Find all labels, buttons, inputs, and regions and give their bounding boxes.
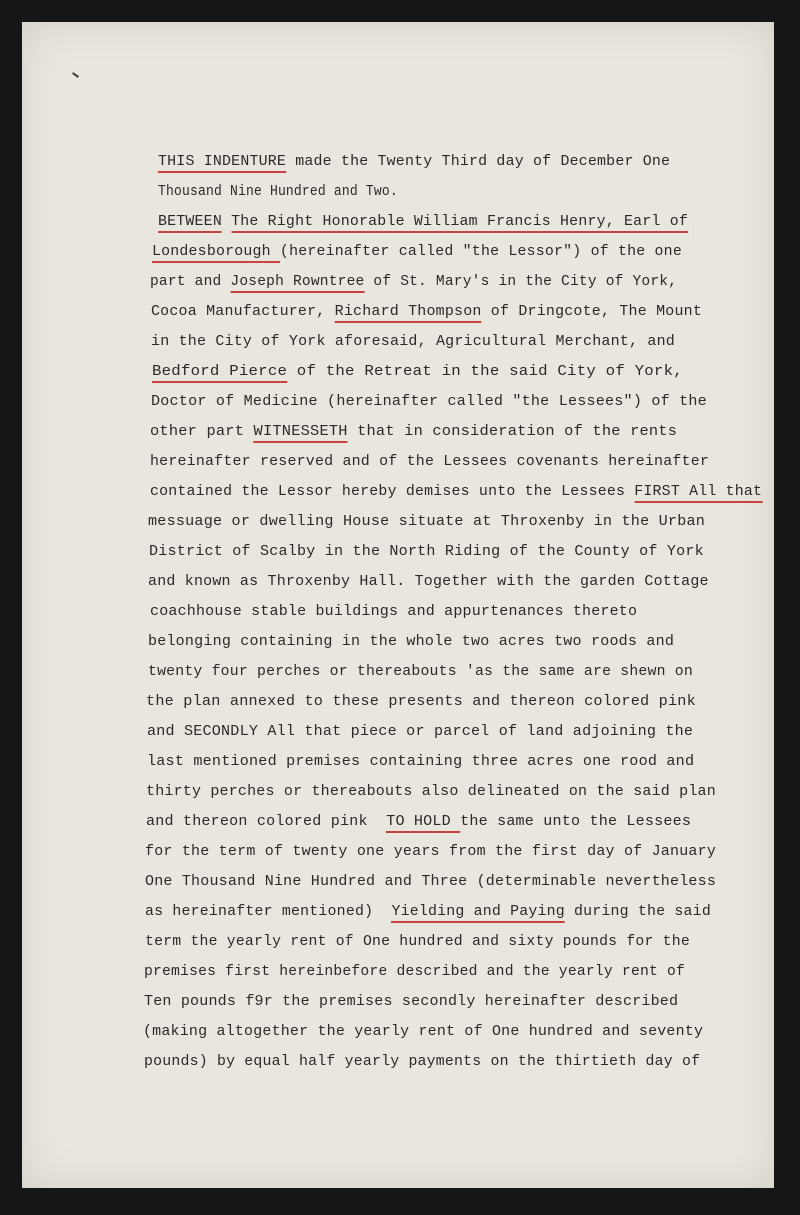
- text-run: coachhouse stable buildings and appurtenances thereto: [150, 603, 638, 620]
- text-line: [148, 567, 709, 597]
- text-run: premises first hereinbefore described and the yearly rent of: [144, 963, 686, 980]
- text-line: [158, 207, 688, 237]
- text-run: (making altogether the yearly rent of One hundred and seventy: [143, 1023, 704, 1040]
- text-line: [151, 327, 675, 357]
- underlined-phrase: TO HOLD: [386, 813, 460, 833]
- text-line: [145, 867, 716, 897]
- text-run: belonging containing in the whole two acres two roods and: [148, 633, 675, 650]
- text-run: Ten pounds f9r the premises secondly hereinafter described: [144, 993, 679, 1010]
- text-line: [143, 1017, 703, 1047]
- text-line: [145, 897, 711, 927]
- text-run: made the Twenty Third day of December One: [286, 153, 671, 170]
- text-line: [145, 837, 716, 867]
- text-line: [150, 447, 709, 477]
- text-line: [144, 987, 678, 1017]
- text-line: [150, 477, 762, 507]
- text-line: [150, 417, 677, 447]
- text-run: One Thousand Nine Hundred and Three (determinable nevertheless: [145, 873, 717, 890]
- underlined-phrase: Bedford Pierce: [152, 363, 287, 383]
- text-run: of St. Mary's in the City of York,: [364, 273, 678, 290]
- text-line: [144, 1047, 700, 1077]
- text-line: [148, 657, 693, 687]
- text-run: last mentioned premises containing three acres one rood and: [147, 753, 695, 770]
- text-line: [151, 387, 707, 417]
- underlined-phrase: Londesborough: [152, 243, 280, 263]
- text-run: [222, 213, 231, 230]
- text-run: twenty four perches or thereabouts 'as the same are shewn on: [148, 663, 693, 680]
- text-run: Doctor of Medicine (hereinafter called "the Lessees") of the: [151, 393, 707, 410]
- underlined-phrase: Yielding and Paying: [391, 903, 564, 923]
- underlined-phrase: FIRST All that: [634, 483, 762, 503]
- text-run: during the said: [564, 903, 711, 920]
- text-line: [152, 357, 683, 387]
- text-line: [144, 957, 685, 987]
- text-run: of Dringcote, The Mount: [481, 303, 703, 320]
- text-line: [145, 927, 690, 957]
- text-run: Thousand Nine Hundred and Two.: [158, 183, 398, 200]
- text-run: term the yearly rent of One hundred and sixty pounds for the: [145, 933, 690, 950]
- underlined-phrase: THIS INDENTURE: [158, 153, 286, 173]
- text-run: other part: [150, 423, 254, 440]
- text-run: in the City of York aforesaid, Agricultural Merchant, and: [151, 333, 675, 350]
- text-line: [146, 777, 716, 807]
- text-line: [147, 747, 694, 777]
- text-line: [151, 297, 702, 327]
- text-line: [158, 147, 670, 177]
- text-line: [148, 507, 705, 537]
- text-line: [152, 237, 682, 267]
- text-line: [148, 627, 674, 657]
- text-run: messuage or dwelling House situate at Throxenby in the Urban: [148, 513, 706, 530]
- underlined-phrase: BETWEEN: [158, 213, 222, 233]
- text-line: [149, 537, 704, 567]
- text-line: [147, 717, 693, 747]
- text-run: thirty perches or thereabouts also delineated on the said plan: [146, 783, 716, 800]
- text-run: for the term of twenty one years from the first day of January: [145, 843, 717, 860]
- text-run: District of Scalby in the North Riding of the County of York: [149, 543, 704, 560]
- text-line: [146, 807, 691, 837]
- text-line: [150, 597, 637, 627]
- text-run: and thereon colored pink: [146, 813, 387, 830]
- text-run: (hereinafter called "the Lessor") of the one: [279, 243, 682, 260]
- text-line: [150, 267, 677, 297]
- underlined-phrase: Joseph Rowntree: [230, 273, 364, 293]
- text-run: the plan annexed to these presents and thereon colored pink: [146, 693, 696, 710]
- text-run: pounds) by equal half yearly payments on the thirtieth day of: [144, 1053, 701, 1070]
- text-run: and known as Throxenby Hall. Together with the garden Cottage: [148, 573, 709, 590]
- text-run: and SECONDLY All that piece or parcel of land adjoining the: [147, 723, 694, 740]
- text-run: contained the Lessor hereby demises unto the Lessees: [150, 483, 635, 500]
- text-run: of the Retreat in the said City of York,: [287, 363, 683, 380]
- underlined-phrase: Richard Thompson: [335, 303, 482, 323]
- text-run: that in consideration of the rents: [347, 423, 678, 440]
- text-run: part and: [150, 273, 231, 290]
- underlined-phrase: WITNESSETH: [254, 423, 348, 443]
- text-run: hereinafter reserved and of the Lessees covenants hereinafter: [150, 453, 710, 470]
- text-line: [146, 687, 696, 717]
- text-line: [158, 177, 398, 207]
- text-run: the same unto the Lessees: [460, 813, 692, 830]
- underlined-phrase: The Right Honorable William Francis Henry, Earl of: [231, 213, 688, 233]
- text-run: as hereinafter mentioned): [145, 903, 392, 920]
- text-run: Cocoa Manufacturer,: [151, 303, 335, 320]
